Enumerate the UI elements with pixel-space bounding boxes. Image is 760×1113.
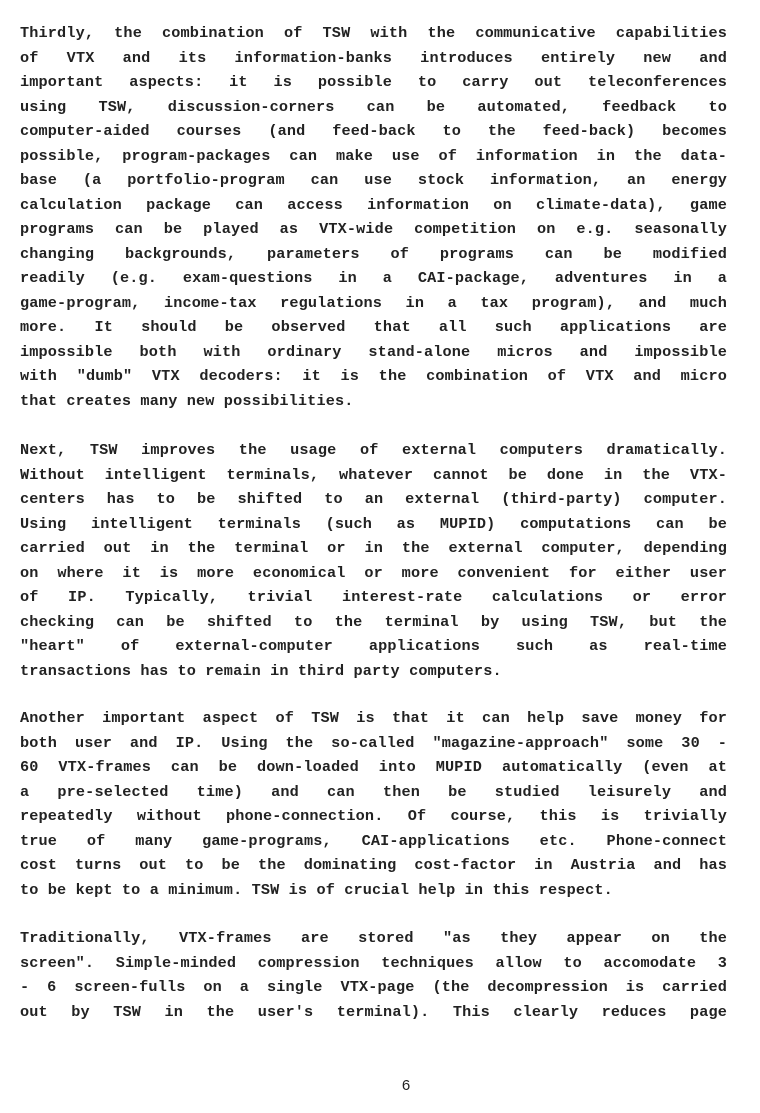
text-line: using TSW, discussion-corners can be automated, feedback to xyxy=(20,97,727,116)
text-line: game-program, income-tax regulations in a tax program), and much xyxy=(20,293,727,312)
text-line: cost turns out to be the dominating cost-factor in Austria and has xyxy=(20,856,727,874)
text-line: "heart" of external-computer applications such as real-time xyxy=(20,637,727,655)
text-line: that creates many new possibilities. xyxy=(20,391,354,410)
paragraph-another xyxy=(20,706,727,902)
text-line: base (a portfolio-program can use stock information, an energy xyxy=(20,171,727,189)
paragraph-thirdly xyxy=(20,21,727,413)
text-line: Another important aspect of TSW is that it can help save money for xyxy=(20,709,727,727)
text-line: programs can be played as VTX-wide competition on e.g. seasonally xyxy=(20,220,727,238)
paragraph-next xyxy=(20,438,727,683)
text-line: on where it is more economical or more convenient for either user xyxy=(20,563,727,582)
text-line: important aspects: it is possible to carry out teleconferences xyxy=(20,73,727,91)
text-line: calculation package can access information on climate-data), game xyxy=(20,195,727,214)
text-line: of IP. Typically, trivial interest-rate calculations or error xyxy=(20,588,727,606)
text-line: of VTX and its information-banks introduces entirely new and xyxy=(20,48,727,67)
text-line: Next, TSW improves the usage of external computers dramatically. xyxy=(20,441,727,459)
text-line: 60 VTX-frames can be down-loaded into MUPID automatically (even at xyxy=(20,758,727,776)
text-line: Traditionally, VTX-frames are stored "as they appear on the xyxy=(20,929,727,947)
text-line: screen". Simple-minded compression techniques allow to accomodate 3 xyxy=(20,953,727,972)
text-line: Thirdly, the combination of TSW with the communicative capabilities xyxy=(20,24,727,42)
text-line: centers has to be shifted to an external (third-party) computer. xyxy=(20,490,727,508)
text-line: readily (e.g. exam-questions in a CAI-package, adventures in a xyxy=(20,269,727,287)
page-number: 6 xyxy=(401,1077,411,1094)
paragraph-traditionally xyxy=(20,926,727,1024)
text-line: more. It should be observed that all such applications are xyxy=(20,318,727,336)
text-line: repeatedly without phone-connection. Of course, this is trivially xyxy=(20,807,727,825)
text-line: to be kept to a minimum. TSW is of crucial help in this respect. xyxy=(20,880,613,899)
text-line: with "dumb" VTX decoders: it is the combination of VTX and micro xyxy=(20,367,727,385)
text-line: transactions has to remain in third party computers. xyxy=(20,661,502,680)
text-line: Using intelligent terminals (such as MUPID) computations can be xyxy=(20,514,727,533)
text-line: both user and IP. Using the so-called "magazine-approach" some 30 - xyxy=(20,733,727,752)
text-line: true of many game-programs, CAI-applications etc. Phone-connect xyxy=(20,831,727,850)
text-line: possible, program-packages can make use of information in the data- xyxy=(20,146,727,165)
text-line: computer-aided courses (and feed-back to the feed-back) becomes xyxy=(20,122,727,140)
text-line: impossible both with ordinary stand-alone micros and impossible xyxy=(20,342,727,361)
text-line: out by TSW in the user's terminal). This clearly reduces page xyxy=(20,1002,727,1021)
text-line: carried out in the terminal or in the external computer, depending xyxy=(20,539,727,557)
text-line: checking can be shifted to the terminal by using TSW, but the xyxy=(20,612,727,631)
text-line: Without intelligent terminals, whatever cannot be done in the VTX- xyxy=(20,465,727,484)
text-line: - 6 screen-fulls on a single VTX-page (the decompression is carried xyxy=(20,978,727,996)
text-line: a pre-selected time) and can then be studied leisurely and xyxy=(20,782,727,801)
text-line: changing backgrounds, parameters of programs can be modified xyxy=(20,244,727,263)
